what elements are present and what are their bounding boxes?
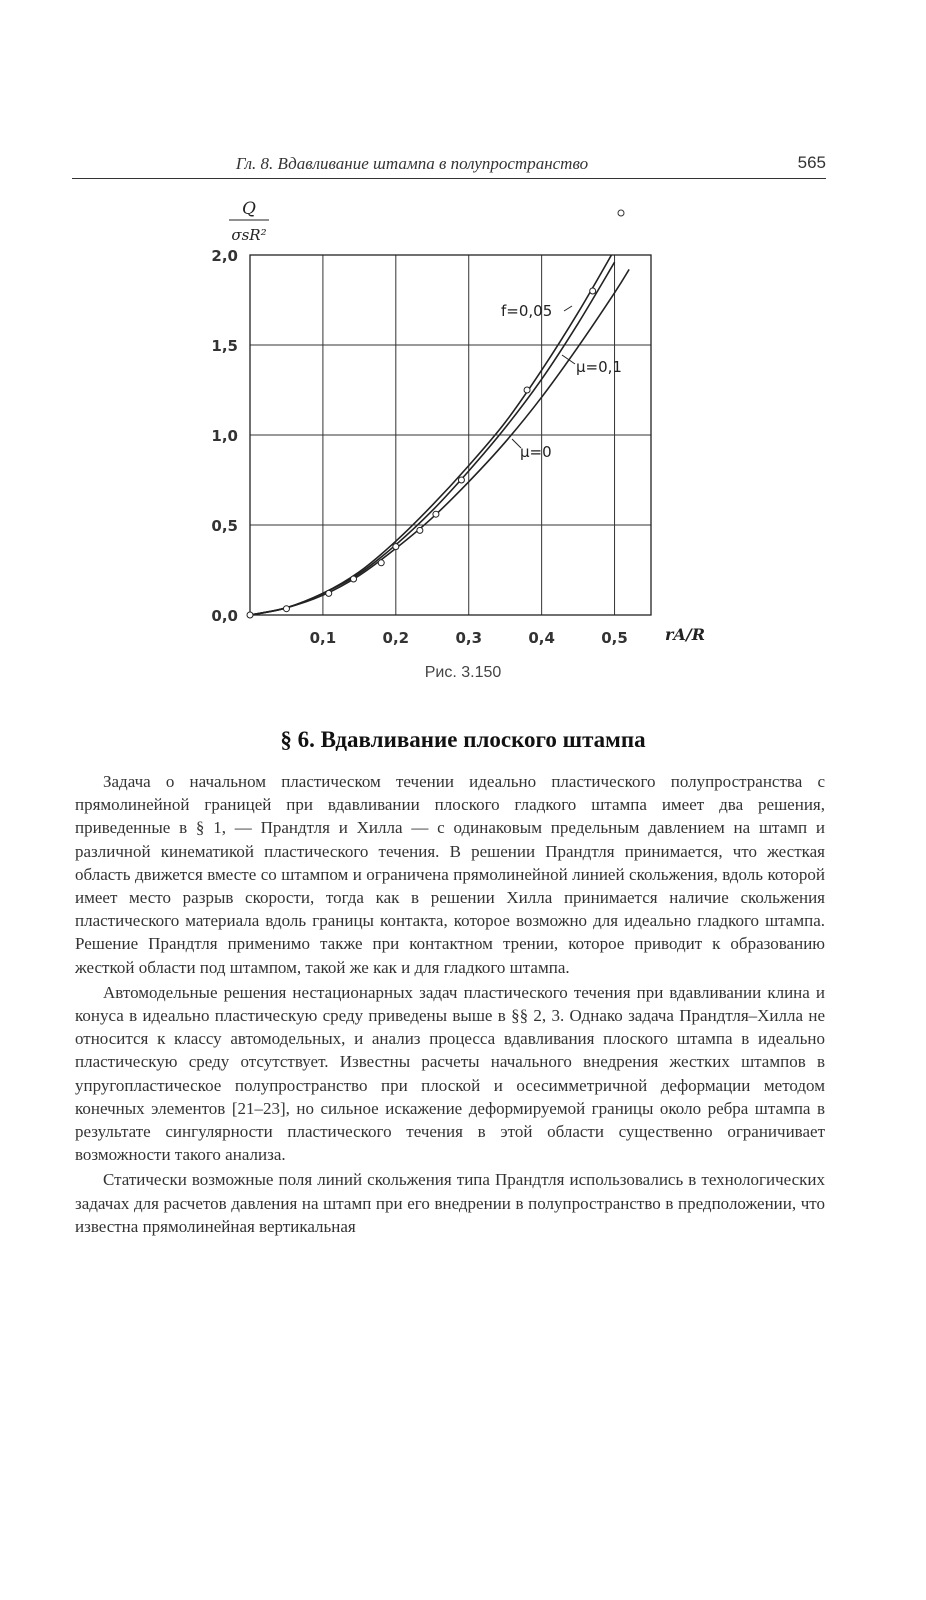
curve-label-mu-0-1: μ=0,1	[576, 358, 622, 376]
data-point	[351, 576, 357, 582]
y-tick-label: 1,0	[211, 427, 238, 445]
data-point	[393, 544, 399, 550]
data-point	[247, 612, 253, 618]
curve-label-leader-mu01	[562, 355, 575, 364]
tick-labels	[211, 247, 627, 647]
stray-marker	[618, 210, 624, 216]
chart-series	[250, 250, 629, 615]
data-point	[458, 477, 464, 483]
data-point	[590, 288, 596, 294]
running-head-title: Гл. 8. Вдавливание штампа в полупространство	[235, 154, 589, 173]
x-axis-label: rA/R	[665, 625, 705, 644]
figure-chart	[0, 0, 926, 660]
series-line	[250, 250, 615, 615]
curve-label-f-0-05: f=0,05	[501, 302, 553, 320]
paragraph: Задача о начальном пластическом течении идеально пластического полупространства с прямолинейной границей при вдавливании плоского гладкого штампа имеет два решения, приведенные в § 1, — Прандтля и Хилла — с одинаковым предельным давлением на штамп и различной кинематикой пластического течения. В решении Прандтля принимается, что жесткая область движется вместе со штампом и ограничена прямолинейной линией скольжения, вдоль которой имеет место разрыв скорости, тогда как в решении Хилла принимается наличие скольжения пластического материала вдоль границы контакта, которое возможно для идеально гладкого штампа. Решение Прандтля применимо также при контактном трении, которое приводит к образованию жесткой области под штампом, такой же как и для гладкого штампа.	[75, 772, 825, 977]
section-title: § 6. Вдавливание плоского штампа	[280, 727, 646, 752]
y-axis-label-denominator: σsR²	[231, 226, 267, 244]
curve-label-leader-f	[564, 306, 572, 311]
data-point	[433, 511, 439, 517]
y-tick-label: 1,5	[211, 337, 238, 355]
x-tick-label: 0,3	[455, 629, 483, 647]
data-point	[283, 606, 289, 612]
data-point	[524, 387, 530, 393]
y-axis-label-numerator: Q	[242, 199, 256, 219]
figure-caption: Рис. 3.150	[424, 664, 502, 681]
y-tick-label: 0,5	[211, 517, 238, 535]
paragraph: Статически возможные поля линий скольжения типа Прандтля использовались в технологических задачах для расчетов давления на штамп при его внедрении в полупространство в предположении, что известна прямолинейная вертикальная	[75, 1170, 825, 1236]
data-point	[417, 527, 423, 533]
x-tick-label: 0,2	[382, 629, 410, 647]
y-tick-label: 2,0	[211, 247, 238, 265]
paragraph: Автомодельные решения нестационарных задач пластического течения при вдавливании клина и конуса в идеально пластическую среду приведены выше в §§ 2, 3. Однако задача Прандтля–Хилла не относится к классу автомодельных, и анализ процесса вдавливания плоского штампа в идеально пластическую среду отсутствует. Известны расчеты начального внедрения жестких штампов в упругопластическое полупространство при плоской и осесимметричной деформации методом конечных элементов [21–23], но сильное искажение деформируемой границы около ребра штампа в результате сингулярности пластического течения в этой области существенно ограничивает возможности такого анализа.	[75, 982, 825, 1165]
x-tick-label: 0,4	[528, 629, 555, 647]
chart-grid	[250, 255, 651, 615]
x-tick-label: 0,1	[309, 629, 337, 647]
data-point	[378, 560, 384, 566]
y-tick-label: 0,0	[211, 607, 238, 625]
curve-label-mu-0: μ=0	[520, 443, 552, 461]
x-tick-label: 0,5	[601, 629, 628, 647]
page-number: 565	[797, 153, 826, 172]
data-point	[326, 590, 332, 596]
series-line	[250, 262, 615, 615]
body-text	[75, 770, 825, 1238]
